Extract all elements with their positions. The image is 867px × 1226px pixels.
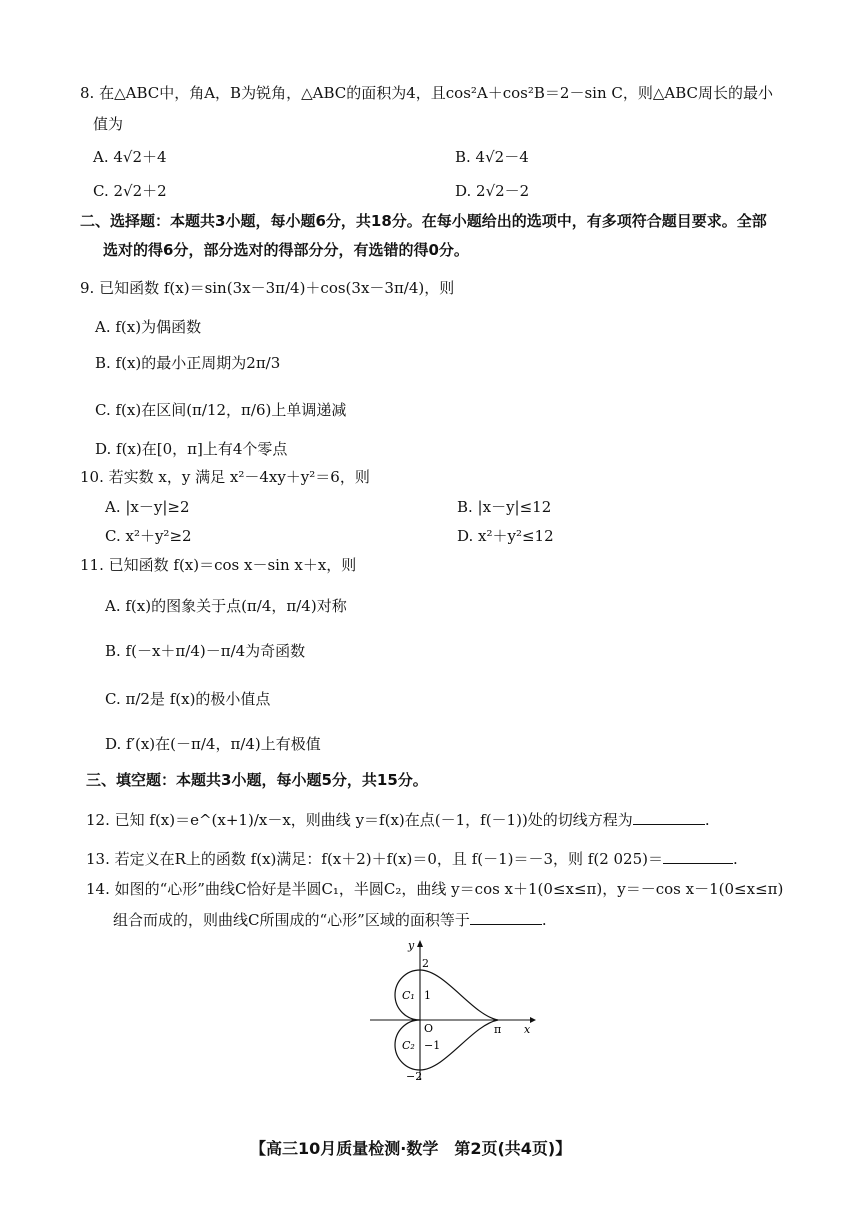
tick-label-minus-1: −1: [424, 1039, 441, 1052]
tick-label-minus-2: −2: [406, 1070, 423, 1083]
q8-stem-line2: 值为: [93, 115, 124, 133]
origin-label: O: [424, 1022, 434, 1035]
q10-stem: 10. 若实数 x，y 满足 x²－4xy＋y²＝6，则: [80, 468, 370, 486]
heart-curve-figure: [360, 935, 540, 1085]
q12-answer-blank[interactable]: [633, 824, 705, 825]
tick-label-pi: π: [494, 1023, 502, 1036]
q14-text: 组合而成的，则曲线C所围成的“心形”区域的面积等于: [113, 911, 470, 929]
q10-option-d: D. x²＋y²≤12: [457, 527, 554, 545]
x-axis-arrow: [530, 1017, 536, 1023]
q9-option-d: D. f(x)在[0，π]上有4个零点: [95, 440, 288, 458]
page-footer: 【高三10月质量检测·数学 第2页(共4页)】: [250, 1139, 572, 1158]
q8-option-a: A. 4√2＋4: [93, 148, 167, 166]
q11-option-a: A. f(x)的图象关于点(π/4，π/4)对称: [105, 597, 347, 615]
q8-option-d: D. 2√2－2: [455, 182, 530, 200]
q12-stem: 12. 已知 f(x)＝e^(x+1)/x－x，则曲线 y＝f(x)在点(－1，f(－1))处的切线方程为 .: [86, 811, 710, 829]
q10-option-b: B. |x－y|≤12: [457, 498, 552, 516]
section2-heading-line1: 二、选择题：本题共3小题，每小题6分，共18分。在每小题给出的选项中，有多项符合题目要求。全部: [80, 212, 767, 230]
q9-option-b: B. f(x)的最小正周期为2π/3: [95, 354, 281, 372]
curve-cos-plus-1: [420, 970, 498, 1020]
q8-option-c: C. 2√2＋2: [93, 182, 167, 200]
y-axis-arrow: [417, 940, 423, 947]
q12-text: 12. 已知 f(x)＝e^(x+1)/x－x，则曲线 y＝f(x)在点(－1，f(－1))处的切线方程为: [86, 811, 633, 829]
q8-option-b: B. 4√2－4: [455, 148, 529, 166]
q11-option-b: B. f(－x＋π/4)－π/4为奇函数: [105, 642, 306, 660]
y-axis-label: y: [408, 939, 415, 952]
q13-answer-blank[interactable]: [663, 863, 733, 864]
section3-heading: 三、填空题：本题共3小题，每小题5分，共15分。: [86, 771, 428, 789]
tick-label-2: 2: [422, 957, 429, 970]
c2-label: C₂: [402, 1039, 415, 1052]
q11-stem: 11. 已知函数 f(x)＝cos x－sin x＋x，则: [80, 556, 357, 574]
q14-answer-blank[interactable]: [470, 924, 542, 925]
tick-label-1: 1: [424, 989, 431, 1002]
c1-label: C₁: [402, 989, 415, 1002]
q9-option-c: C. f(x)在区间(π/12，π/6)上单调递减: [95, 401, 347, 419]
q8-stem-line1: 8. 在△ABC中，角A，B为锐角，△ABC的面积为4，且cos²A＋cos²B＝2－sin C，则△ABC周长的最小: [80, 84, 774, 102]
q9-option-a: A. f(x)为偶函数: [95, 318, 202, 336]
q9-stem: 9. 已知函数 f(x)＝sin(3x－3π/4)＋cos(3x－3π/4)，则: [80, 279, 455, 297]
q10-option-a: A. |x－y|≥2: [105, 498, 190, 516]
section2-heading-line2: 选对的得6分，部分选对的得部分分，有选错的得0分。: [103, 241, 469, 259]
q13-text: 13. 若定义在R上的函数 f(x)满足：f(x＋2)＋f(x)＝0，且 f(－1)＝－3，则 f(2 025)＝: [86, 850, 663, 868]
q11-option-c: C. π/2是 f(x)的极小值点: [105, 690, 271, 708]
q11-option-d: D. f′(x)在(－π/4，π/4)上有极值: [105, 735, 321, 753]
heart-curve-svg: [360, 935, 540, 1085]
x-axis-label: x: [524, 1023, 531, 1036]
q13-stem: 13. 若定义在R上的函数 f(x)满足：f(x＋2)＋f(x)＝0，且 f(－1)＝－3，则 f(2 025)＝ .: [86, 850, 738, 868]
q14-stem-line2: 组合而成的，则曲线C所围成的“心形”区域的面积等于 .: [113, 911, 547, 929]
q14-stem-line1: 14. 如图的“心形”曲线C恰好是半圆C₁，半圆C₂，曲线 y＝cos x＋1(0≤x≤π)，y＝－cos x－1(0≤x≤π): [86, 880, 784, 898]
q10-option-c: C. x²＋y²≥2: [105, 527, 192, 545]
